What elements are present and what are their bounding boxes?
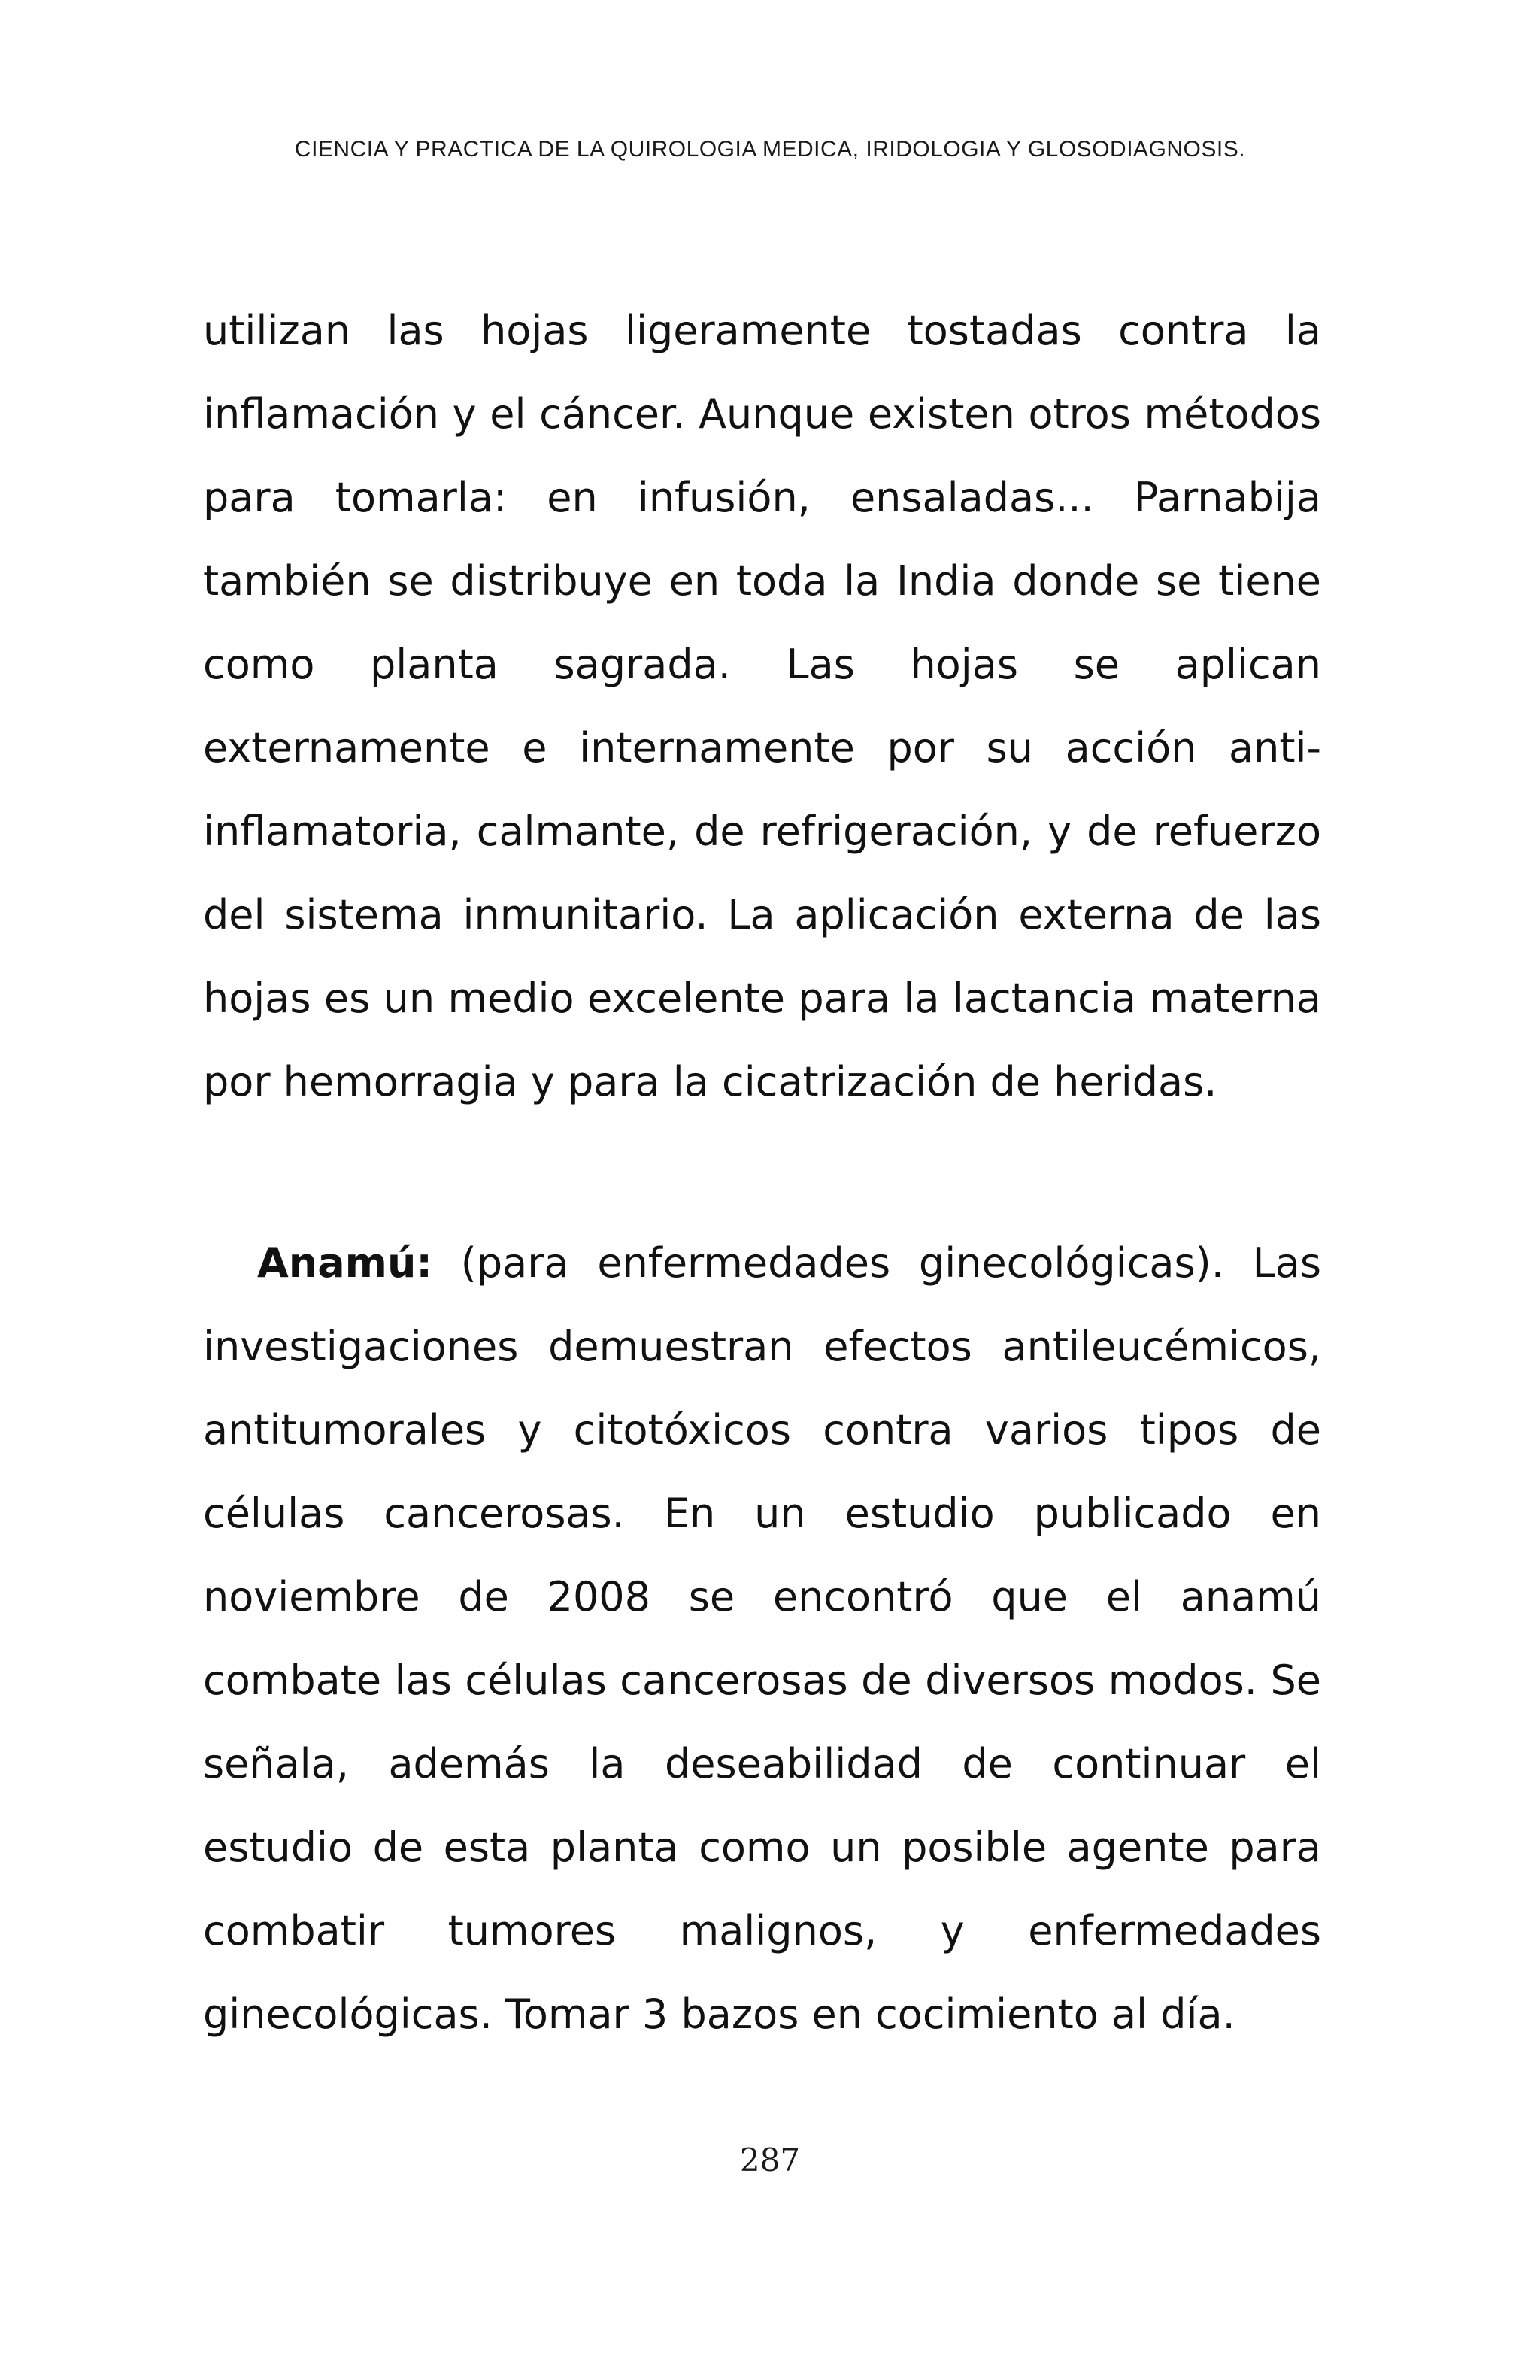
running-header: CIENCIA Y PRACTICA DE LA QUIROLOGIA MEDICA, IRIDOLOGIA Y GLOSODIAGNOSIS. bbox=[294, 137, 1246, 162]
paragraph-anamu bbox=[203, 1221, 1321, 2056]
anamu-term: Anamú: bbox=[257, 1239, 432, 1287]
paragraph-parnabija: utilizan las hojas ligeramente tostadas contra la inflamación y el cáncer. Aunque existen otros métodos para tomarla: en infusión, ensaladas... Parnabija también se distribuye en toda la India donde se tiene como planta sagrada. Las hojas se aplican externamente e internamente por su acción anti-inflamatoria, calmante, de refrigeración, y de refuerzo del sistema inmunitario. La aplicación externa de las hojas es un medio excelente para la lactancia materna por hemorragia y para la cicatrización de heridas. bbox=[203, 307, 1321, 1105]
anamu-text: (para enfermedades ginecológicas). Las investigaciones demuestran efectos antileucémicos, antitumorales y citotóxicos contra varios tipos de células cancerosas. En un estudio publicado en noviembre de 2008 se encontró que el anamú combate las células cancerosas de diversos modos. Se señala, además la deseabilidad de continuar el estudio de esta planta como un posible agente para combatir tumores malignos, y enfermedades ginecológicas. Tomar 3 bazos en cocimiento al día. bbox=[203, 1239, 1321, 2038]
page-number: 287 bbox=[739, 2142, 801, 2178]
